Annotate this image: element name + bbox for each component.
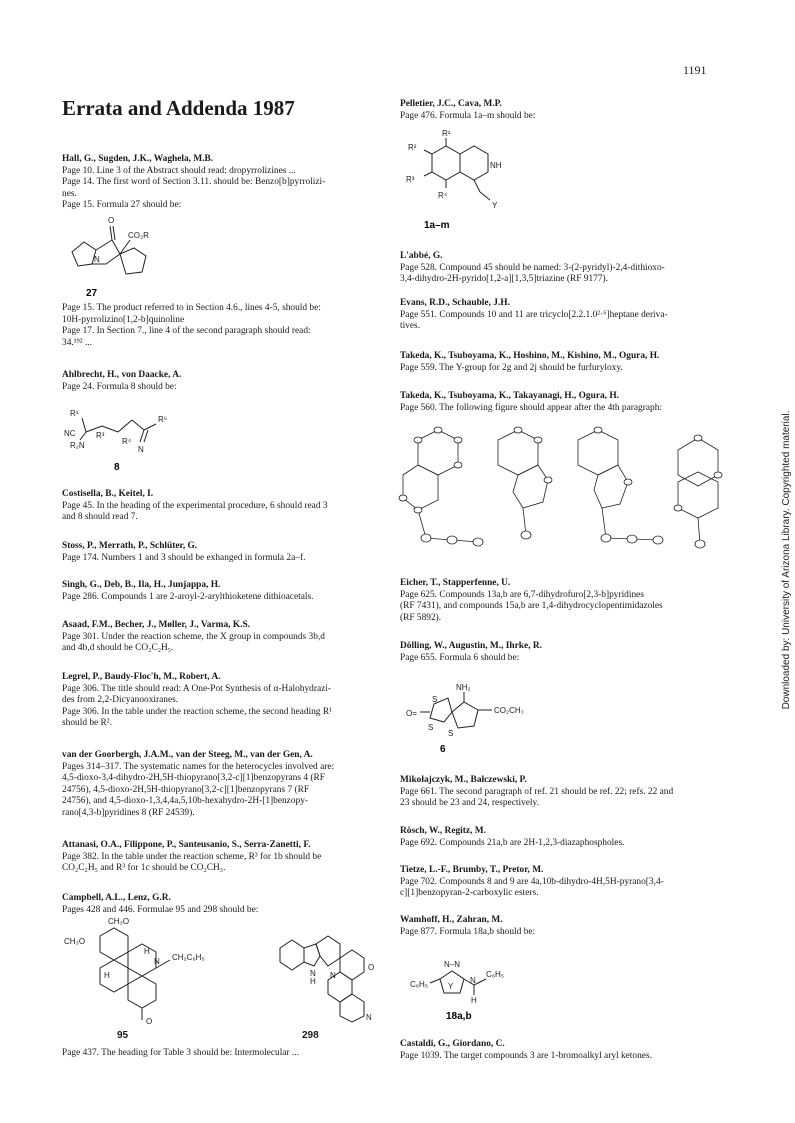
formula-6 [400, 682, 560, 754]
entry-author: Singh, G., Deb, B., Ila, H., Junjappa, H. [62, 580, 221, 590]
entry-line: and 4b,d should be CO₂C₂H₅. [62, 643, 174, 654]
entry-line: should be R². [62, 718, 112, 729]
formula-298 [270, 918, 390, 1028]
formula-text: H [310, 977, 316, 986]
erratum-entry [400, 578, 732, 624]
entry-author: Castaldi, G., Giordano, C. [400, 1039, 505, 1049]
formula-text: R³ [96, 431, 105, 440]
entry-line: nes. [62, 188, 77, 199]
entry-line: Page 15. Formula 27 should be: [62, 200, 182, 211]
formula-18ab [410, 957, 520, 1021]
erratum-entry [62, 303, 392, 349]
erratum-entry [62, 840, 392, 875]
entry-line: 34.¹⁹² ... [62, 337, 92, 348]
entry-author: Asaad, F.M., Becher, J., Møller, J., Varma, K.S. [62, 620, 251, 630]
entry-author: Eicher, T., Stapperfenne, U. [400, 578, 511, 588]
entry-author: Evans, R.D., Schauble, J.H. [400, 298, 510, 308]
entry-line: rano[4,3-b]pyridines 8 (RF 24539). [62, 807, 195, 818]
entry-author: Attanasi, O.A., Filippone, P., Santeusanio, S., Serra-Zanetti, F. [62, 840, 311, 850]
erratum-entry [400, 915, 732, 938]
entry-line: CO₂C₂H₅ and R³ for 1c should be CO₂CH₃. [62, 863, 226, 874]
formula-text: H [471, 996, 477, 1005]
formula-text: CO₂R [128, 231, 149, 240]
formula-text: S [448, 729, 454, 738]
page-title: Errata and Addenda 1987 [62, 96, 295, 120]
entry-author: L'abbé, G. [400, 251, 443, 261]
erratum-entry [400, 99, 732, 122]
erratum-entry [400, 1039, 732, 1062]
formula-text: Y [448, 982, 454, 991]
entry-line: Page 382. In the table under the reaction scheme, R³ for 1b should be [62, 851, 322, 862]
entry-line: Page 692. Compounds 21a,b are 2H-1,2,3-diazaphospholes. [400, 837, 625, 848]
formula-text: C₆H₅ [410, 980, 429, 989]
formula-text: N–N [444, 960, 461, 969]
erratum-entry [400, 641, 732, 664]
formula-1a-m [400, 128, 510, 240]
formula-text: R¹ [442, 129, 451, 138]
formula-text: N [94, 255, 100, 264]
erratum-entry [400, 391, 732, 414]
entry-line: Pages 314–317. The systematic names for the heterocycles involved are: [62, 761, 335, 772]
entry-line: and 8 should read 7. [62, 512, 138, 523]
entry-line: Page 306. The title should read: A One-Pot Synthesis of α-Halohydrazi- [62, 683, 332, 694]
formula-text: O [368, 963, 375, 972]
formula-text: H [104, 971, 110, 980]
entry-line: Page 301. Under the reaction scheme, the X group in compounds 3b,d [62, 631, 325, 642]
entry-author: Wamhoff, H., Zahran, M. [400, 915, 503, 925]
formula-text: O [146, 1017, 153, 1026]
entry-author: Stoss, P., Merrath, P., Schlüter, G. [62, 541, 198, 551]
erratum-entry [62, 370, 392, 393]
erratum-entry [400, 251, 732, 286]
erratum-entry [62, 893, 392, 916]
entry-author: Campbell, A.L., Lenz, G.R. [62, 893, 171, 903]
formula-text: R² [408, 143, 417, 152]
entry-author: Tietze, L.-F., Brumby, T., Pretor, M. [400, 865, 544, 875]
entry-author: Ahlbrecht, H., von Daacke, A. [62, 370, 182, 380]
erratum-entry [400, 298, 732, 333]
formula-text: R₂N [70, 441, 85, 450]
entry-line: Page 174. Numbers 1 and 3 should be exhanged in formula 2a–f. [62, 552, 306, 563]
erratum-entry [400, 351, 732, 374]
entry-line: 23 should be 23 and 24, respectively. [400, 798, 539, 809]
formula-text: N [470, 976, 476, 985]
entry-author: Hall, G., Sugden, J.K., Waghela, M.B. [62, 154, 214, 164]
entry-line: 10H-pyrrolizino[1,2-b]quinoline [62, 314, 185, 325]
formula-text: N [330, 971, 336, 980]
formula-27 [64, 212, 164, 300]
formula-text: NH₂ [456, 683, 471, 692]
formula-text: H [144, 947, 150, 956]
erratum-entry [62, 672, 392, 730]
formula-text: O= [406, 709, 417, 718]
entry-author: Rösch, W., Regitz, M. [400, 826, 486, 836]
formula-text: Y [492, 201, 498, 210]
erratum-entry [62, 489, 392, 524]
formula-text: R¹ [70, 409, 79, 418]
entry-line: Page 559. The Y-group for 2g and 2j should be furfuryloxy. [400, 362, 623, 373]
entry-line: Page 625. Compounds 13a,b are 6,7-dihydrofuro[2,3-b]pyridines [400, 589, 644, 600]
formula-text: S [432, 695, 438, 704]
entry-line: Page 17. In Section 7., line 4 of the second paragraph should read: [62, 326, 311, 337]
formula-8 [64, 404, 204, 476]
entry-line: Page 45. In the heading of the experimental procedure, 6 should read 3 [62, 500, 328, 511]
formula-label: 27 [86, 288, 98, 299]
erratum-entry [62, 154, 392, 212]
formula-label: 95 [117, 1030, 129, 1041]
formula-text: R⁴ [438, 191, 448, 200]
formula-text: CH₂C₆H₅ [172, 953, 205, 962]
formula-text: N [154, 957, 160, 966]
formula-label: 1a–m [424, 220, 450, 231]
erratum-entry [62, 750, 392, 820]
entry-line: Page 24. Formula 8 should be: [62, 381, 177, 392]
formula-text: O [108, 216, 115, 225]
formula-text: NH [490, 161, 502, 170]
entry-line: Page 476. Formula 1a–m should be: [400, 110, 536, 121]
entry-author: Dölling, W., Augustin, M., Ihrke, R. [400, 641, 542, 651]
entry-line: 4,5-dioxo-3,4-dihydro-2H,5H-thiopyrano[3,2-c][1]benzopyrans 4 (RF [62, 773, 325, 784]
entry-author: Legrel, P., Baudy-Floc'h, M., Robert, A. [62, 672, 221, 682]
erratum-entry [400, 826, 732, 849]
entry-line: Page 528. Compound 45 should be named: 3-(2-pyridyl)-2,4-dithioxo- [400, 262, 665, 273]
entry-line: Page 14. The first word of Section 3.11. should be: Benzo[b]pyrrolizi- [62, 177, 326, 188]
entry-line: Page 560. The following figure should appear after the 4th paragraph: [400, 402, 662, 413]
entry-line: Page 1039. The target compounds 3 are 1-bromoalkyl aryl ketones. [400, 1050, 652, 1061]
formula-label: 8 [114, 462, 120, 473]
download-watermark: Downloaded by: University of Arizona Library. Copyrighted material. [781, 410, 792, 710]
page-number: 1191 [683, 63, 707, 77]
erratum-entry [62, 541, 392, 564]
entry-line: Page 306. In the table under the reaction scheme, the second heading R¹ [62, 706, 332, 717]
entry-line: des from 2,2-Dicyanooxiranes. [62, 695, 179, 706]
entry-line: Page 702. Compounds 8 and 9 are 4a,10b-dihydro-4H,5H-pyrano[3,4- [400, 876, 664, 887]
entry-author: Pelletier, J.C., Cava, M.P. [400, 99, 502, 109]
erratum-entry [62, 580, 392, 603]
entry-author: van der Goorbergh, J.A.M., van der Steeg, M., van der Gen, A. [62, 750, 313, 760]
entry-line: 24756), and 4,5-dioxo-1,3,4,4a,5,10b-hexahydro-2H-[1]benzopy- [62, 796, 309, 807]
entry-line: Page 15. The product referred to in Section 4.6., lines 4-5, should be: [62, 303, 321, 313]
formula-label: 18a,b [446, 1011, 472, 1021]
entry-author: Takeda, K., Tsuboyama, K., Hoshino, M., Kishino, M., Ogura, H. [400, 351, 660, 361]
entry-line: c][1]benzopyran-2-carboxylic esters. [400, 888, 539, 899]
formula-text: CO₂CH₃ [494, 706, 524, 715]
formula-text: C₆H₅ [486, 970, 505, 979]
entry-line: Page 10. Line 3 of the Abstract should read: dropyrrolizines ... [62, 165, 296, 176]
formula-text: R³ [406, 175, 415, 184]
formula-label: 6 [440, 744, 446, 754]
entry-line: Page 877. Formula 18a,b should be: [400, 926, 536, 937]
erratum-entry [62, 620, 392, 655]
formula-text: NC [64, 429, 76, 438]
entry-author: Costisella, B., Keitel, I. [62, 489, 154, 499]
formula-text: R⁵ [158, 415, 168, 424]
entry-line: (RF 5892). [400, 612, 442, 623]
formula-text: N [138, 445, 144, 454]
formula-text: R⁴ [122, 437, 132, 446]
formula-text: N [366, 1013, 372, 1022]
entry-line: Page 286. Compounds 1 are 2-aroyl-2-arylthioketene dithioacetals. [62, 591, 314, 602]
crystal-structure-figure [398, 420, 736, 572]
formula-text: CH₃O [64, 937, 86, 946]
erratum-entry [400, 775, 732, 810]
formula-label: 298 [302, 1030, 319, 1041]
entry-line: Page 661. The second paragraph of ref. 21 should be ref. 22; refs. 22 and [400, 786, 674, 797]
formula-text: N [310, 969, 316, 978]
entry-line: Page 551. Compounds 10 and 11 are tricyclo[2.2.1.0²·⁶]heptane deriva- [400, 309, 668, 320]
formula-95 [64, 916, 214, 1028]
formula-text: CH₃O [108, 917, 130, 926]
formula-text: S [428, 723, 434, 732]
entry-author: Mikołajczyk, M., Bałczewski, P. [400, 775, 527, 785]
entry-author: Takeda, K., Tsuboyama, K., Takayanagi, H., Ogura, H. [400, 391, 619, 401]
entry-line: Pages 428 and 446. Formulae 95 and 298 should be: [62, 904, 259, 915]
entry-line: 3,4-dihydro-2H-pyrido[1,2-a][1,3,5]triazine (RF 9177). [400, 274, 609, 285]
entry-line: tives. [400, 321, 421, 332]
entry-line: 24756), 4,5-dioxo-2H,5H-thiopyrano[3,2-c][1]benzopyrans 7 (RF [62, 784, 310, 795]
erratum-entry [400, 865, 732, 900]
entry-line: (RF 7431), and compounds 15a,b are 1,4-dihydrocyclopentimidazoles [400, 601, 663, 612]
entry-line: Page 437. The heading for Table 3 should be: Intermolecular ... [62, 1048, 299, 1058]
erratum-entry [62, 1048, 392, 1060]
entry-line: Page 655. Formula 6 should be: [400, 652, 520, 663]
